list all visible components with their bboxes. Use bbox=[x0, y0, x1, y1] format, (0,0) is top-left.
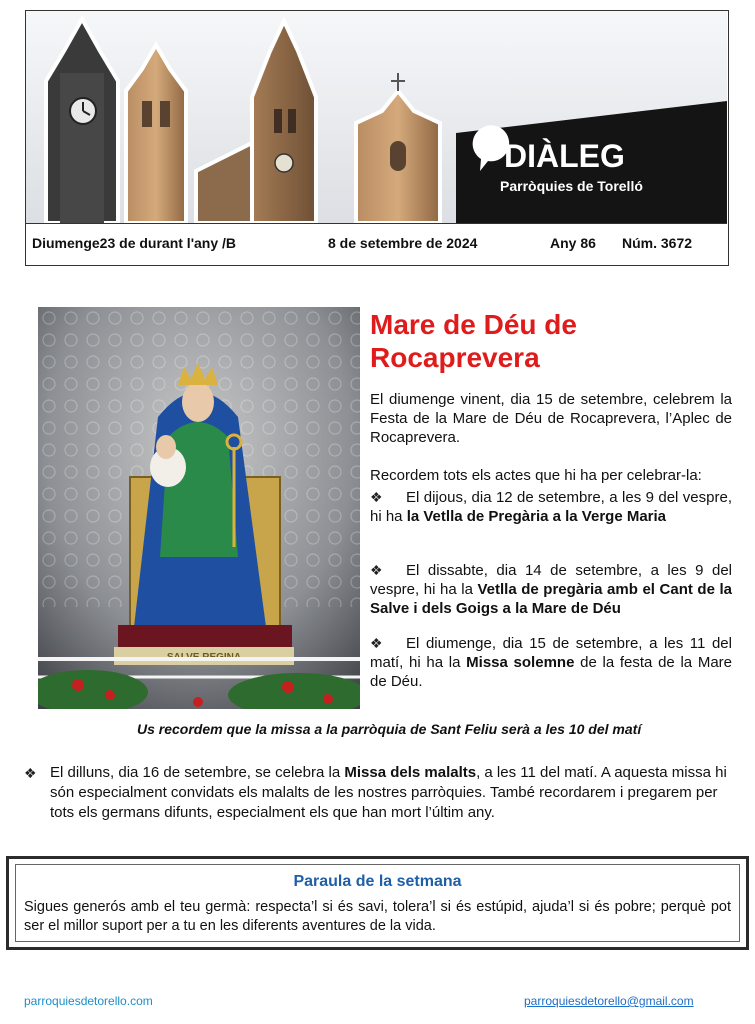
church-towers-illustration bbox=[26, 11, 727, 223]
bullet-diamond-icon: ❖ bbox=[370, 635, 383, 651]
issue-year: Any 86 bbox=[550, 235, 596, 251]
list-item: ❖ El dissabte, dia 14 de setembre, a les 9 del vespre, hi ha la Vetlla de pregària amb el Cant de la Salve i dels Goigs a la Mare de Déu bbox=[370, 562, 732, 617]
footer-email-link[interactable]: parroquiesdetorello@gmail.com bbox=[524, 994, 694, 1008]
article-title-line2: Rocaprevera bbox=[370, 342, 540, 373]
mass-reminder: Us recordem que la missa a la parròquia de Sant Feliu serà a les 10 del matí bbox=[137, 721, 642, 737]
logo-subtitle: Parròquies de Torelló bbox=[500, 178, 643, 194]
bullet-diamond-icon: ❖ bbox=[370, 562, 383, 578]
word-of-week-title: Paraula de la setmana bbox=[293, 873, 462, 890]
list-item: ❖ El dijous, dia 12 de setembre, a les 9 del vespre, hi ha la Vetlla de Pregària a la Verge Maria bbox=[370, 489, 732, 525]
issue-info-bar bbox=[26, 223, 727, 265]
article-title bbox=[370, 308, 750, 374]
word-of-week-box bbox=[6, 856, 749, 950]
footer-website-link[interactable]: parroquiesdetorello.com bbox=[24, 994, 153, 1008]
article-intro: El diumenge vinent, dia 15 de setembre, celebrem la Festa de la Mare de Déu de Rocaprevera, l’Aplec de Rocaprevera. bbox=[370, 391, 732, 446]
article-intro-2: Recordem tots els actes que hi ha per celebrar-la: bbox=[370, 467, 702, 484]
newsletter-header bbox=[25, 10, 729, 266]
logo-title: DIÀLEG bbox=[504, 138, 625, 174]
list-item: ❖ El diumenge, dia 15 de setembre, a les 11 del matí, hi ha la Missa solemne de la festa de la Mare de Déu. bbox=[370, 635, 733, 690]
article-title-line1: Mare de Déu de bbox=[370, 309, 577, 340]
issue-number: Núm. 3672 bbox=[622, 235, 693, 251]
sick-mass-notice: El dilluns, dia 16 de setembre, se celebra la Missa dels malalts, a les 11 del matí. A aquesta missa hi són especialment convidats els malalts de les nostres parròquies. També recordarem i pregarem per tots els germans difunts, especialment els que han mort l’últim any. bbox=[50, 764, 727, 821]
bullet-diamond-icon: ❖ bbox=[24, 765, 37, 781]
header-banner bbox=[26, 11, 727, 223]
word-of-week-text: Sigues generós amb el teu germà: respecta’l si és savi, tolera’l si és estúpid, ajuda’l si és pobre; perquè pot ser el millor suport per a tu en les diferents aventures de la vida. bbox=[24, 899, 731, 934]
bullet-diamond-icon: ❖ bbox=[370, 489, 383, 505]
liturgical-day: Diumenge23 de durant l'any /B bbox=[32, 235, 237, 251]
virgin-statue-photo bbox=[38, 307, 360, 709]
issue-date: 8 de setembre de 2024 bbox=[328, 235, 478, 251]
